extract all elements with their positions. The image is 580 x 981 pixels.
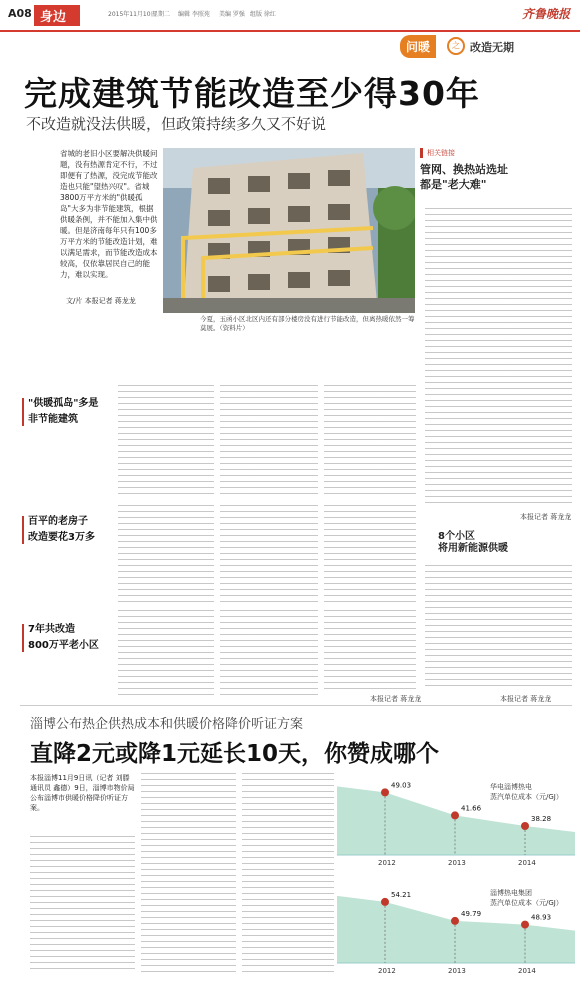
subsection-heading-2 xyxy=(28,514,95,546)
related-byline: 本报记者 蒋龙龙 xyxy=(520,513,572,521)
building-illustration xyxy=(163,148,415,313)
masthead-weekday: 星期二 xyxy=(152,11,171,18)
chart2-point xyxy=(381,898,389,906)
subsection-1-line1: "供暖孤岛"多是 xyxy=(28,398,99,409)
body-column-2b xyxy=(220,505,318,602)
body-column-1a xyxy=(118,385,214,497)
masthead-editor: 编辑 李照苑 xyxy=(178,11,210,18)
chart2-point xyxy=(521,921,529,929)
column-connector: 之 xyxy=(447,37,465,55)
story2-lede: 本报淄博11月9日讯（记者 刘滕 通讯员 鑫德）9日，淄博市物价局公布淄博市供暖价格降价听证方案。 xyxy=(30,774,135,812)
related-link-box xyxy=(420,148,572,192)
chart1-point xyxy=(521,822,529,830)
column-name: 改造无期 xyxy=(470,41,514,54)
chart1-point xyxy=(381,788,389,796)
chart1-title: 华电淄博热电 xyxy=(490,783,532,791)
body-column-3b xyxy=(324,505,416,602)
chart2-tick-label: 2012 xyxy=(378,967,396,975)
body-column-1b xyxy=(118,505,214,602)
chart1-ylabel: 蒸汽单位成本（元/GJ） xyxy=(490,793,563,801)
story1-end-byline: 本报记者 蒋龙龙 xyxy=(370,695,422,703)
related-body-text xyxy=(425,208,572,508)
column-badge: 问暖 xyxy=(400,35,436,58)
related-byline-2: 本报记者 蒋龙龙 xyxy=(500,695,552,703)
subsection-heading-1 xyxy=(28,396,98,428)
body-column-3c xyxy=(324,610,416,690)
related-headline-line1: 管网、换热站选址 xyxy=(420,163,508,176)
chart2-point xyxy=(451,917,459,925)
masthead xyxy=(0,0,580,32)
related-body-text-2 xyxy=(425,565,572,690)
chart2-data-label: 54.21 xyxy=(391,890,412,899)
subsection-3-line1: 7年共改造 xyxy=(28,624,75,635)
chart2-data-label: 48.93 xyxy=(531,913,552,922)
story2-column-3 xyxy=(242,773,334,974)
subsection-2-line2: 改造要花3万多 xyxy=(28,532,95,543)
related-subhead-line1: 8个小区 xyxy=(438,531,475,542)
chart1-tick-label: 2014 xyxy=(518,859,536,867)
subsection-heading-3 xyxy=(28,622,99,654)
chart1-legend xyxy=(490,782,575,802)
related-label: 相关链接 xyxy=(420,148,572,158)
story2-column-2 xyxy=(141,773,236,974)
column-tag xyxy=(400,35,570,57)
chart2-ylabel: 蒸汽单位成本（元/GJ） xyxy=(490,899,563,907)
masthead-design: 美编 罗强 xyxy=(219,11,245,18)
story2-column-1 xyxy=(30,836,135,974)
chart1-data-label: 41.66 xyxy=(461,804,482,813)
chart2-title: 淄博热电集团 xyxy=(490,889,532,897)
chart1-tick-label: 2012 xyxy=(378,859,396,867)
photo-caption: 今夏，玉函小区北区内还有部分楼房没有进行节能改造，但离热暖依然一筹莫展。（资料片） xyxy=(200,315,415,332)
body-column-2a xyxy=(220,385,318,497)
related-subhead-line2: 将用新能源供暖 xyxy=(438,543,508,554)
chart2-data-label: 49.79 xyxy=(461,909,482,918)
story2-tagline: 淄博公布热企供热成本和供暖价格降价听证方案 xyxy=(30,717,304,732)
chart2-tick-label: 2013 xyxy=(448,967,466,975)
section-divider xyxy=(20,705,572,706)
chart1-data-label: 49.03 xyxy=(391,781,412,790)
headline: 完成建筑节能改造至少得30年 xyxy=(24,74,480,113)
building-photo xyxy=(163,148,415,313)
chart2-legend xyxy=(490,888,575,908)
chart1-point xyxy=(451,811,459,819)
body-column-1c xyxy=(118,610,214,698)
chart1-tick-label: 2013 xyxy=(448,859,466,867)
chart1-data-label: 38.28 xyxy=(531,814,552,823)
subsection-2-line1: 百平的老房子 xyxy=(28,516,88,527)
story2-headline: 直降2元或降1元延长10天，你赞成哪个 xyxy=(30,741,440,767)
subsection-1-line2: 非节能建筑 xyxy=(28,414,78,425)
byline: 文/片 本报记者 蒋龙龙 xyxy=(66,297,136,305)
lede-paragraph: 省城的老旧小区要解决供暖问题，没有热源肯定不行，不过即便有了热源，没完成节能改造也只能"望热兴叹"。省城3800万平方米的"供暖孤岛"大多为非节能建筑，根据供暖条例，并不能加入集中供暖。但是济南每年只有100多万平方米的节能改造计划，难以满足需求，而节能改造成本较高，仅依靠居民自己的能力，难以实现。 xyxy=(60,149,158,279)
body-column-2c xyxy=(220,610,318,698)
masthead-proof: 组版 徐红 xyxy=(250,11,276,18)
related-headline-line2: 都是"老大难" xyxy=(420,178,487,191)
section-tag: 身边 xyxy=(34,5,80,26)
subheadline: 不改造就没法供暖，但政策持续多久又不好说 xyxy=(26,115,327,133)
body-column-3a xyxy=(324,385,416,497)
chart2-tick-label: 2014 xyxy=(518,967,536,975)
brand-logo: 齐鲁晚报 xyxy=(521,7,570,21)
page-number: A08 xyxy=(8,7,32,20)
masthead-date: 2015年11月10日 xyxy=(108,11,157,18)
subsection-3-line2: 800万平老小区 xyxy=(28,640,99,651)
